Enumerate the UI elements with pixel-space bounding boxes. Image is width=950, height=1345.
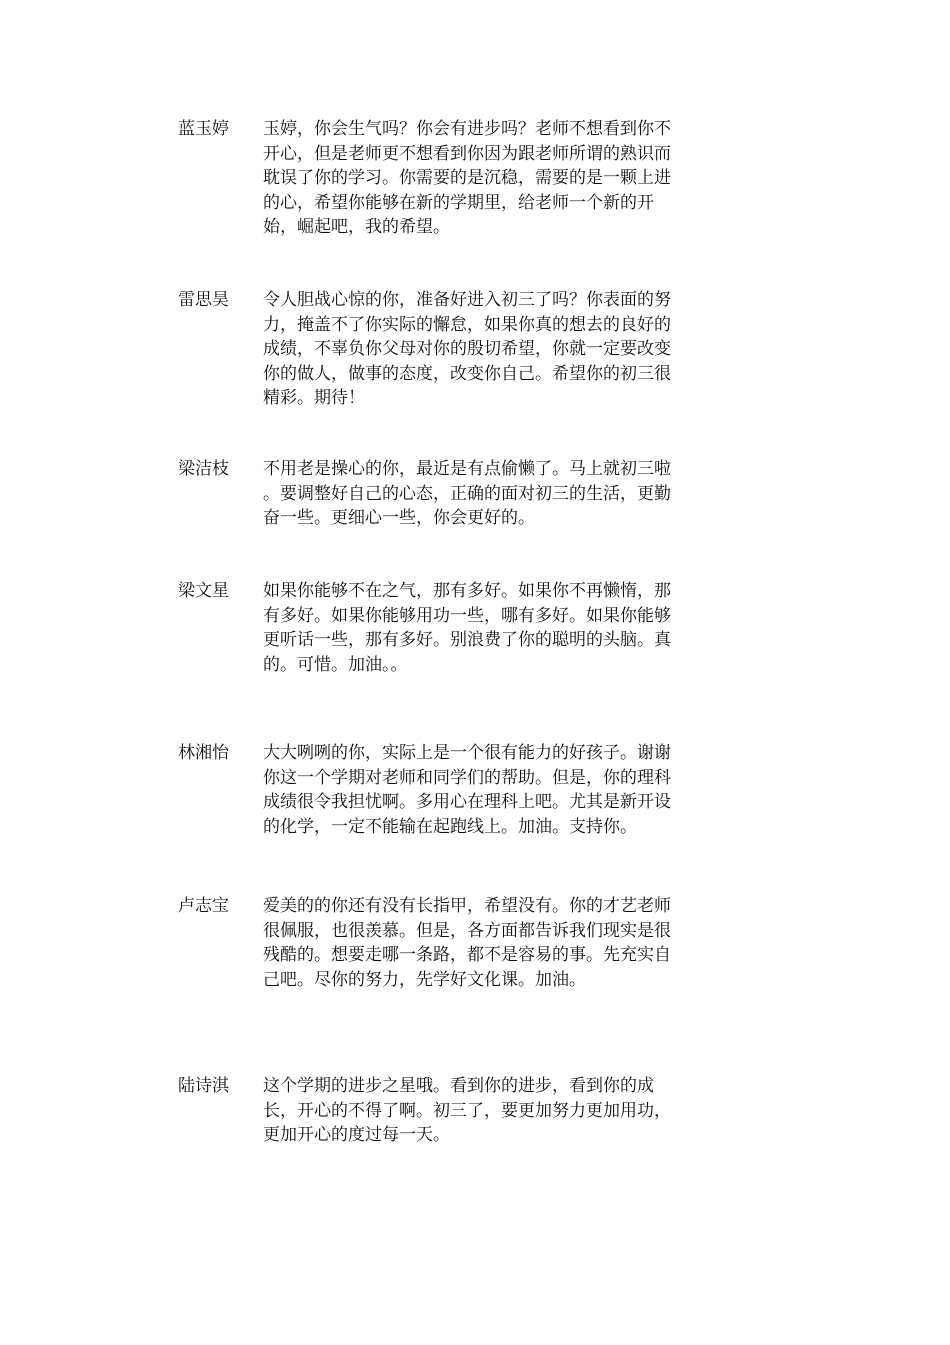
comment-line: 的心，希望你能够在新的学期里，给老师一个新的开: [263, 192, 654, 213]
teacher-comment: [263, 741, 733, 839]
student-name: 雷思昊: [178, 290, 229, 310]
student-name: 卢志宝: [178, 896, 229, 916]
comment-line: 很佩服，也很羡慕。但是，各方面都告诉我们现实是很: [263, 920, 671, 941]
student-name: 蓝玉婷: [178, 119, 229, 139]
comment-line: 的。可惜。加油。。: [263, 654, 408, 675]
comment-line: 更加开心的度过每一天。: [263, 1125, 450, 1145]
comment-line: 开心，但是老师更不想看到你因为跟老师所谓的熟识而: [263, 143, 671, 164]
comment-line: 。要调整好自己的心态，正确的面对初三的生活，更勤: [263, 483, 671, 504]
comment-line: 力，掩盖不了你实际的懈怠，如果你真的想去的良好的: [263, 314, 671, 335]
teacher-comment: [263, 288, 733, 411]
comment-line: 长，开心的不得了啊。初三了，要更加努力更加用功，: [263, 1100, 671, 1121]
comment-line: 大大咧咧的你，实际上是一个很有能力的好孩子。谢谢: [263, 743, 671, 763]
teacher-comment: [263, 457, 733, 531]
teacher-comment: [263, 894, 733, 992]
comment-line: 成绩很令我担忧啊。多用心在理科上吧。尤其是新开设: [263, 792, 671, 812]
student-name: 林湘怡: [178, 743, 229, 763]
comment-line: 这个学期的进步之星哦。看到你的进步，看到你的成: [263, 1076, 654, 1096]
comment-line: 爱美的的你还有没有长指甲，希望没有。你的才艺老师: [263, 896, 671, 916]
teacher-comment: [263, 1074, 733, 1148]
comment-line: 始，崛起吧，我的希望。: [263, 217, 450, 237]
student-name: 陆诗淇: [178, 1076, 229, 1096]
comment-line: 玉婷，你会生气吗？你会有进步吗？老师不想看到你不: [263, 119, 671, 139]
comment-line: 不用老是操心的你，最近是有点偷懒了。马上就初三啦: [263, 459, 671, 479]
comment-line: 耽误了你的学习。你需要的是沉稳，需要的是一颗上进: [263, 168, 671, 188]
comment-line: 残酷的。想要走哪一条路，都不是容易的事。先充实自: [263, 945, 671, 965]
comment-line: 成绩，不辜负你父母对你的殷切希望，你就一定要改变: [263, 339, 671, 359]
comment-line: 更听话一些，那有多好。别浪费了你的聪明的头脑。真: [263, 630, 671, 650]
comment-line: 如果你能够不在之气，那有多好。如果你不再懒惰，那: [263, 581, 671, 601]
teacher-comment: [263, 117, 733, 240]
teacher-comment: [263, 579, 733, 677]
comment-line: 己吧。尽你的努力，先学好文化课。加油。: [263, 969, 586, 990]
comment-line: 奋一些。更细心一些，你会更好的。: [263, 508, 535, 528]
student-name: 梁洁枝: [178, 459, 229, 479]
comment-line: 你的做人，做事的态度，改变你自己。希望你的初三很: [263, 363, 671, 384]
student-name: 梁文星: [178, 581, 229, 601]
comment-line: 你这一个学期对老师和同学们的帮助。但是，你的理科: [263, 767, 671, 788]
comment-line: 有多好。如果你能够用功一些，哪有多好。如果你能够: [263, 605, 671, 626]
comment-line: 令人胆战心惊的你，准备好进入初三了吗？你表面的努: [263, 290, 671, 310]
comment-line: 的化学，一定不能输在起跑线上。加油。支持你。: [263, 816, 637, 837]
comment-line: 精彩。期待！: [263, 388, 365, 408]
